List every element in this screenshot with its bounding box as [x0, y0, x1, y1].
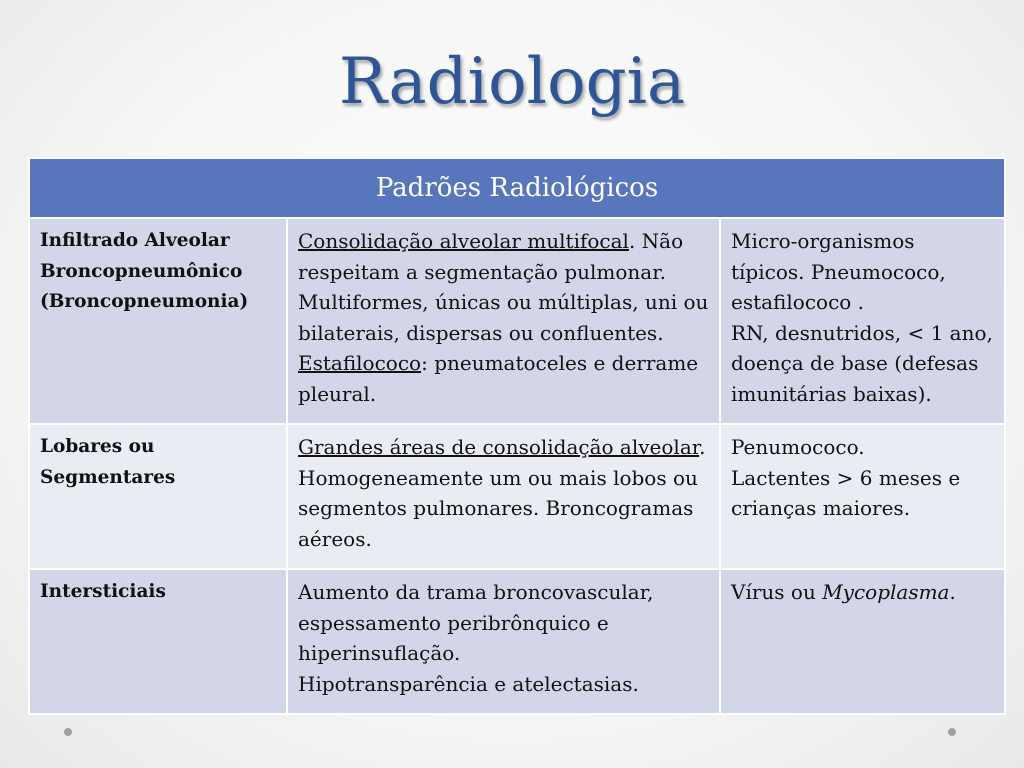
- description-text: . Homogeneamente um ou mais lobos ou segmentos pulmonares. Broncogramas aéreos.: [298, 435, 706, 551]
- table-row: [29, 218, 1005, 424]
- table-header: Padrões Radiológicos: [29, 158, 1005, 218]
- pattern-description-cell: [287, 424, 720, 569]
- pattern-agents-cell: [720, 424, 1005, 569]
- description-underlined: Consolidação alveolar multifocal: [298, 229, 629, 253]
- description-text: : pneumatoceles e derrame pleural.: [298, 351, 699, 406]
- pattern-type-cell: Infiltrado Alveolar Broncopneumônico (Broncopneumonia): [29, 218, 287, 424]
- radiology-patterns-table: [28, 157, 1006, 715]
- slide-title: Radiologia: [338, 45, 686, 119]
- table-row: [29, 569, 1005, 714]
- agents-text: .: [949, 580, 956, 604]
- description-underlined: Estafilococo: [298, 351, 422, 375]
- agents-text: Vírus ou: [731, 580, 823, 604]
- agents-text: Micro-organismos típicos. Pneumococo, estafilococo .: [731, 229, 946, 314]
- table-row: [29, 424, 1005, 569]
- decorative-dot: [948, 728, 956, 736]
- description-text: . Não respeitam a segmentação pulmonar. Multiformes, únicas ou múltiplas, uni ou bilaterais, dispersas ou confluentes.: [298, 229, 709, 345]
- pattern-type-cell: Lobares ou Segmentares: [29, 424, 287, 569]
- pattern-description-cell: [287, 218, 720, 424]
- pattern-type-cell: Intersticiais: [29, 569, 287, 714]
- description-text: Aumento da trama broncovascular, espessamento peribrônquico e hiperinsuflação.: [298, 580, 654, 665]
- pattern-description-cell: [287, 569, 720, 714]
- decorative-dot: [64, 728, 72, 736]
- description-underlined: Grandes áreas de consolidação alveolar: [298, 435, 700, 459]
- agents-italic: Mycoplasma: [822, 580, 950, 604]
- pattern-agents-cell: [720, 218, 1005, 424]
- table-header-row: [29, 158, 1005, 218]
- pattern-agents-cell: [720, 569, 1005, 714]
- agents-text: RN, desnutridos, < 1 ano, doença de base (defesas imunitárias baixas).: [731, 320, 993, 406]
- description-text: Hipotransparência e atelectasias.: [298, 671, 639, 696]
- agents-text: Lactentes > 6 meses e crianças maiores.: [731, 465, 961, 520]
- agents-text: Penumococo.: [731, 435, 865, 459]
